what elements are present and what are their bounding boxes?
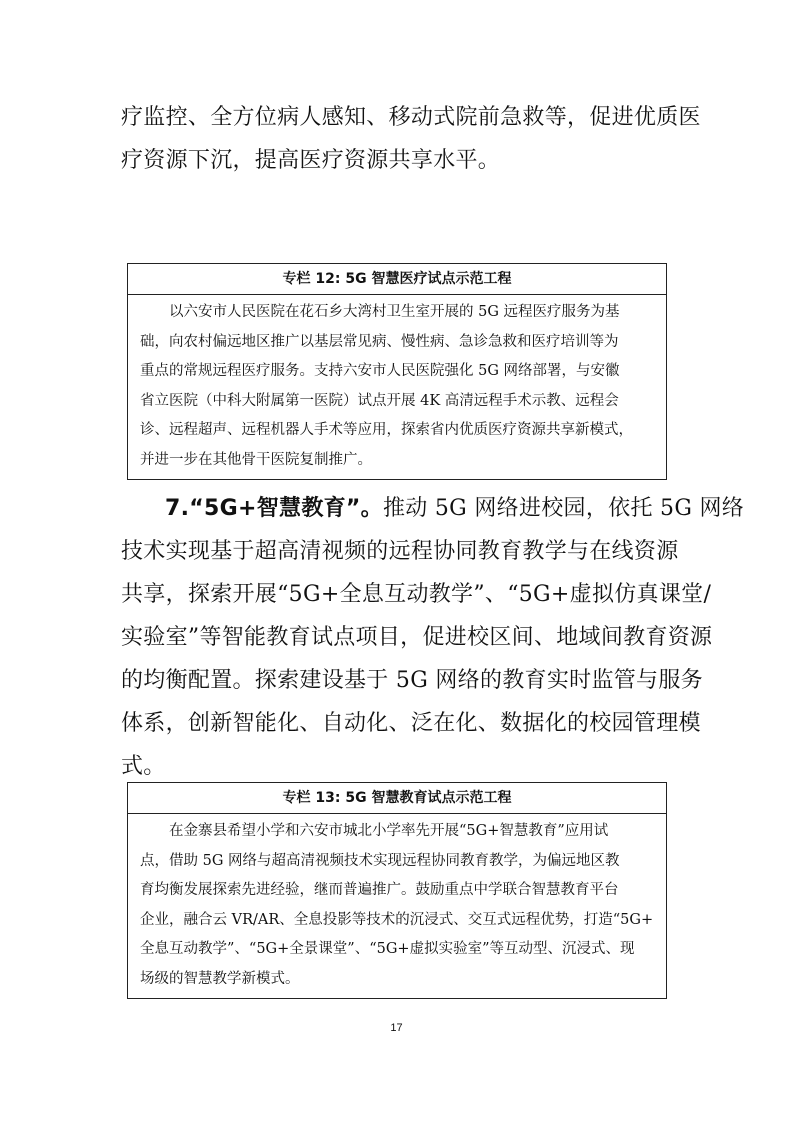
box-body [128, 295, 666, 479]
box-line: 育均衡发展探索先进经验，继而普遍推广。鼓励重点中学联合智慧教育平台 [140, 882, 619, 898]
section-heading: 7.“5G+智慧教育”。 [165, 496, 383, 521]
text-line: 技术实现基于超高清视频的远程协同教育教学与在线资源 [121, 539, 679, 564]
section-7-paragraph [121, 487, 745, 788]
text-line: 式。 [121, 754, 166, 779]
box-line: 诊、远程超声、远程机器人手术等应用，探索省内优质医疗资源共享新模式， [140, 422, 633, 438]
text-line: 疗资源下沉，提高医疗资源共享水平。 [121, 148, 501, 173]
section-text: 推动 5G 网络进校园，依托 5G 网络 [382, 496, 745, 521]
intro-paragraph [121, 96, 701, 182]
box-line: 企业，融合云 VR/AR、全息投影等技术的沉浸式、交互式远程优势，打造“5G+ [140, 911, 654, 928]
page-number: 17 [390, 1022, 403, 1034]
box-line: 在金寨县希望小学和六安市城北小学率先开展“5G+智慧教育”应用试 [169, 823, 609, 839]
box-title: 专栏 12: 5G 智慧医疗试点示范工程 [128, 264, 666, 295]
column-box-12 [127, 263, 667, 480]
box-line: 点，借助 5G 网络与超高清视频技术实现远程协同教育教学，为偏远地区教 [140, 852, 620, 869]
box-line: 并进一步在其他骨干医院复制推广。 [140, 451, 372, 468]
text-line: 实验室”等智能教育试点项目，促进校区间、地域间教育资源 [121, 625, 713, 650]
box-line: 以六安市人民医院在花石乡大湾村卫生室开展的 5G 远程医疗服务为基 [169, 304, 620, 320]
box-line: 场级的智慧教学新模式。 [140, 970, 300, 987]
text-line: 体系，创新智能化、自动化、泛在化、数据化的校园管理模 [121, 711, 701, 736]
box-line: 重点的常规远程医疗服务。支持六安市人民医院强化 5G 网络部署，与安徽 [140, 363, 620, 379]
box-line: 省立医院（中科大附属第一医院）试点开展 4K 高清远程手术示教、远程会 [140, 392, 619, 409]
box-line: 础，向农村偏远地区推广以基层常见病、慢性病、急诊急救和医疗培训等为 [140, 333, 619, 350]
text-line: 共享，探索开展“5G+全息互动教学”、“5G+虚拟仿真课堂/ [121, 582, 712, 607]
text-line: 疗监控、全方位病人感知、移动式院前急救等，促进优质医 [121, 105, 701, 130]
column-box-13 [127, 782, 667, 999]
box-title: 专栏 13: 5G 智慧教育试点示范工程 [128, 783, 666, 814]
text-line [121, 487, 745, 530]
box-body [128, 814, 666, 998]
box-line: 全息互动教学”、“5G+全景课堂”、“5G+虚拟实验室”等互动型、沉浸式、现 [140, 941, 635, 957]
text-line: 的均衡配置。探索建设基于 5G 网络的教育实时监管与服务 [121, 668, 703, 693]
